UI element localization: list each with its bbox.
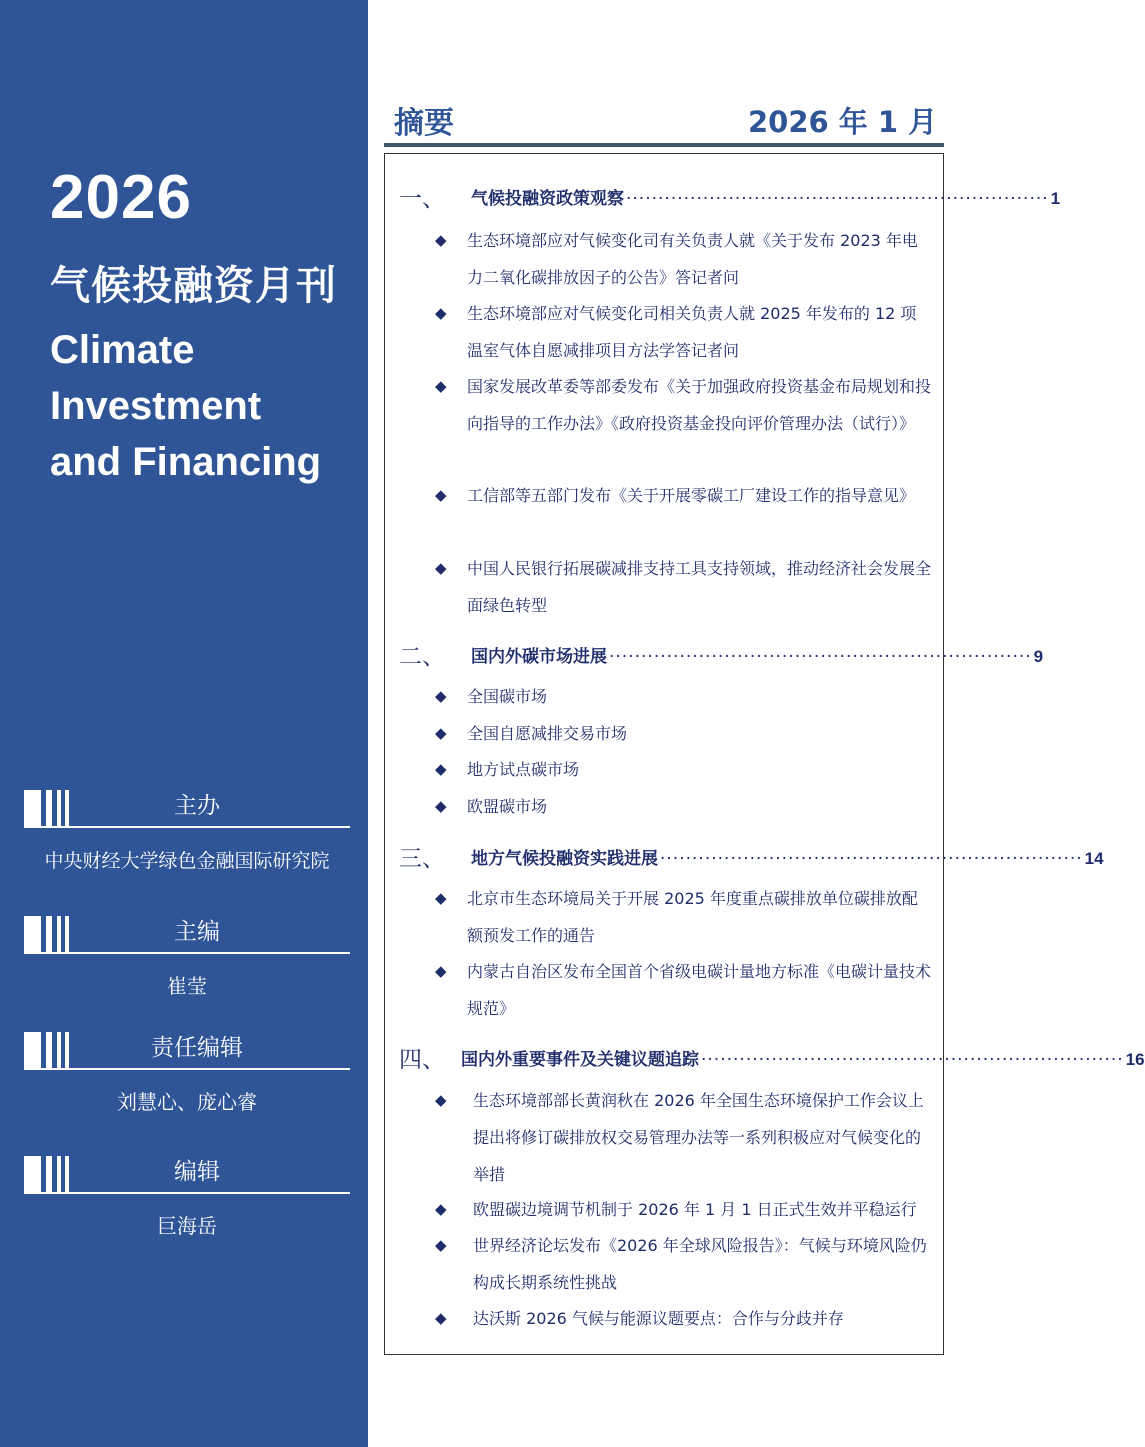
toc-item[interactable]: ◆ 生态环境部应对气候变化司相关负责人就 2025 年发布的 12 项温室气体自愿减排项目方法学答记者问 [435, 295, 931, 369]
section-title: 气候投融资政策观察 [471, 189, 624, 209]
toc-section[interactable] [399, 844, 1104, 872]
toc-item[interactable]: ◆ 全国碳市场 [435, 678, 931, 715]
toc-item[interactable]: ◆ 地方试点碳市场 [435, 751, 931, 788]
diamond-icon: ◆ [435, 1309, 447, 1327]
section-page: 14 [1084, 849, 1104, 868]
toc-item[interactable]: ◆ 北京市生态环境局关于开展 2025 年度重点碳排放单位碳排放配额预发工作的通告 [435, 880, 931, 954]
abstract-heading: 摘要 [394, 106, 454, 141]
section-title: 国内外重要事件及关键议题追踪 [461, 1050, 699, 1070]
diamond-icon: ◆ [435, 559, 447, 577]
section-page: 9 [1033, 647, 1044, 666]
section-title: 国内外碳市场进展 [471, 647, 607, 667]
section-number: 二、 [399, 644, 445, 670]
issue-date: 2026 年 1 月 [748, 105, 938, 139]
diamond-icon: ◆ [435, 760, 447, 778]
diamond-icon: ◆ [435, 1236, 447, 1254]
role-label: 主编 [174, 919, 220, 945]
role-sponsor [24, 786, 350, 873]
toc-item[interactable]: ◆ 全国自愿减排交易市场 [435, 715, 931, 752]
toc-item[interactable]: ◆ 达沃斯 2026 气候与能源议题要点：合作与分歧并存 [435, 1300, 931, 1337]
toc-item[interactable]: ◆ 中国人民银行拓展碳减排支持工具支持领域，推动经济社会发展全面绿色转型 [435, 550, 931, 624]
diamond-icon: ◆ [435, 1091, 447, 1109]
section-title: 地方气候投融资实践进展 [471, 849, 658, 869]
role-label: 责任编辑 [151, 1035, 243, 1061]
cover-sidebar [0, 0, 368, 1447]
diamond-icon: ◆ [435, 797, 447, 815]
diamond-icon: ◆ [435, 231, 447, 249]
cover-title-cn: 气候投融资月刊 [50, 263, 337, 309]
section-page: 1 [1050, 189, 1061, 208]
toc-item[interactable]: ◆ 世界经济论坛发布《2026 年全球风险报告》：气候与环境风险仍构成长期系统性挑战 [435, 1227, 931, 1301]
toc-item[interactable]: ◆ 国家发展改革委等部委发布《关于加强政府投资基金布局规划和投向指导的工作办法》《政府投资基金投向评价管理办法（试行）》 [435, 368, 931, 442]
toc-item[interactable]: ◆ 内蒙古自治区发布全国首个省级电碳计量地方标准《电碳计量技术规范》 [435, 953, 931, 1027]
toc-section[interactable] [399, 642, 1044, 670]
section-number: 三、 [399, 846, 445, 872]
header-divider [384, 143, 944, 147]
diamond-icon: ◆ [435, 377, 447, 395]
leader-dots: ·································································· [609, 647, 1032, 667]
role-value: 刘慧心、庞心睿 [117, 1090, 257, 1114]
cover-year: 2026 [50, 163, 192, 232]
role-value: 中央财经大学绿色金融国际研究院 [44, 850, 330, 872]
role-label: 编辑 [174, 1159, 220, 1185]
cover-title-en-line: and Financing [50, 440, 322, 484]
cover-title-en-line: Investment [50, 384, 262, 428]
diamond-icon: ◆ [435, 1200, 447, 1218]
role-value: 巨海岳 [157, 1214, 217, 1238]
cover-title-en-line: Climate [50, 328, 195, 372]
toc-item[interactable]: ◆ 生态环境部应对气候变化司有关负责人就《关于发布 2023 年电力二氧化碳排放因子的公告》答记者问 [435, 222, 931, 296]
role-responsible-editor [24, 1028, 350, 1115]
role-label: 主办 [174, 793, 220, 819]
leader-dots: ·································································· [626, 189, 1049, 209]
leader-dots: ·································································· [701, 1050, 1124, 1070]
table-of-contents [384, 153, 1145, 1355]
toc-item[interactable]: ◆ 生态环境部部长黄润秋在 2026 年全国生态环境保护工作会议上提出将修订碳排放权交易管理办法等一系列积极应对气候变化的举措 [435, 1082, 931, 1193]
toc-section[interactable] [399, 184, 1061, 212]
section-page: 16 [1125, 1050, 1145, 1069]
role-editor [24, 1152, 350, 1239]
role-value: 崔莹 [167, 974, 207, 998]
section-number: 四、 [399, 1047, 445, 1073]
diamond-icon: ◆ [435, 486, 447, 504]
section-number: 一、 [399, 186, 445, 212]
diamond-icon: ◆ [435, 724, 447, 742]
role-chief-editor [24, 912, 350, 999]
toc-item[interactable]: ◆ 欧盟碳边境调节机制于 2026 年 1 月 1 日正式生效并平稳运行 [435, 1191, 931, 1228]
diamond-icon: ◆ [435, 962, 447, 980]
diamond-icon: ◆ [435, 304, 447, 322]
diamond-icon: ◆ [435, 687, 447, 705]
toc-section[interactable] [399, 1045, 1145, 1073]
leader-dots: ·································································· [660, 849, 1083, 869]
toc-item[interactable]: ◆ 欧盟碳市场 [435, 788, 931, 825]
toc-item[interactable]: ◆ 工信部等五部门发布《关于开展零碳工厂建设工作的指导意见》 [435, 477, 931, 514]
diamond-icon: ◆ [435, 889, 447, 907]
cover-title-en [50, 322, 321, 490]
